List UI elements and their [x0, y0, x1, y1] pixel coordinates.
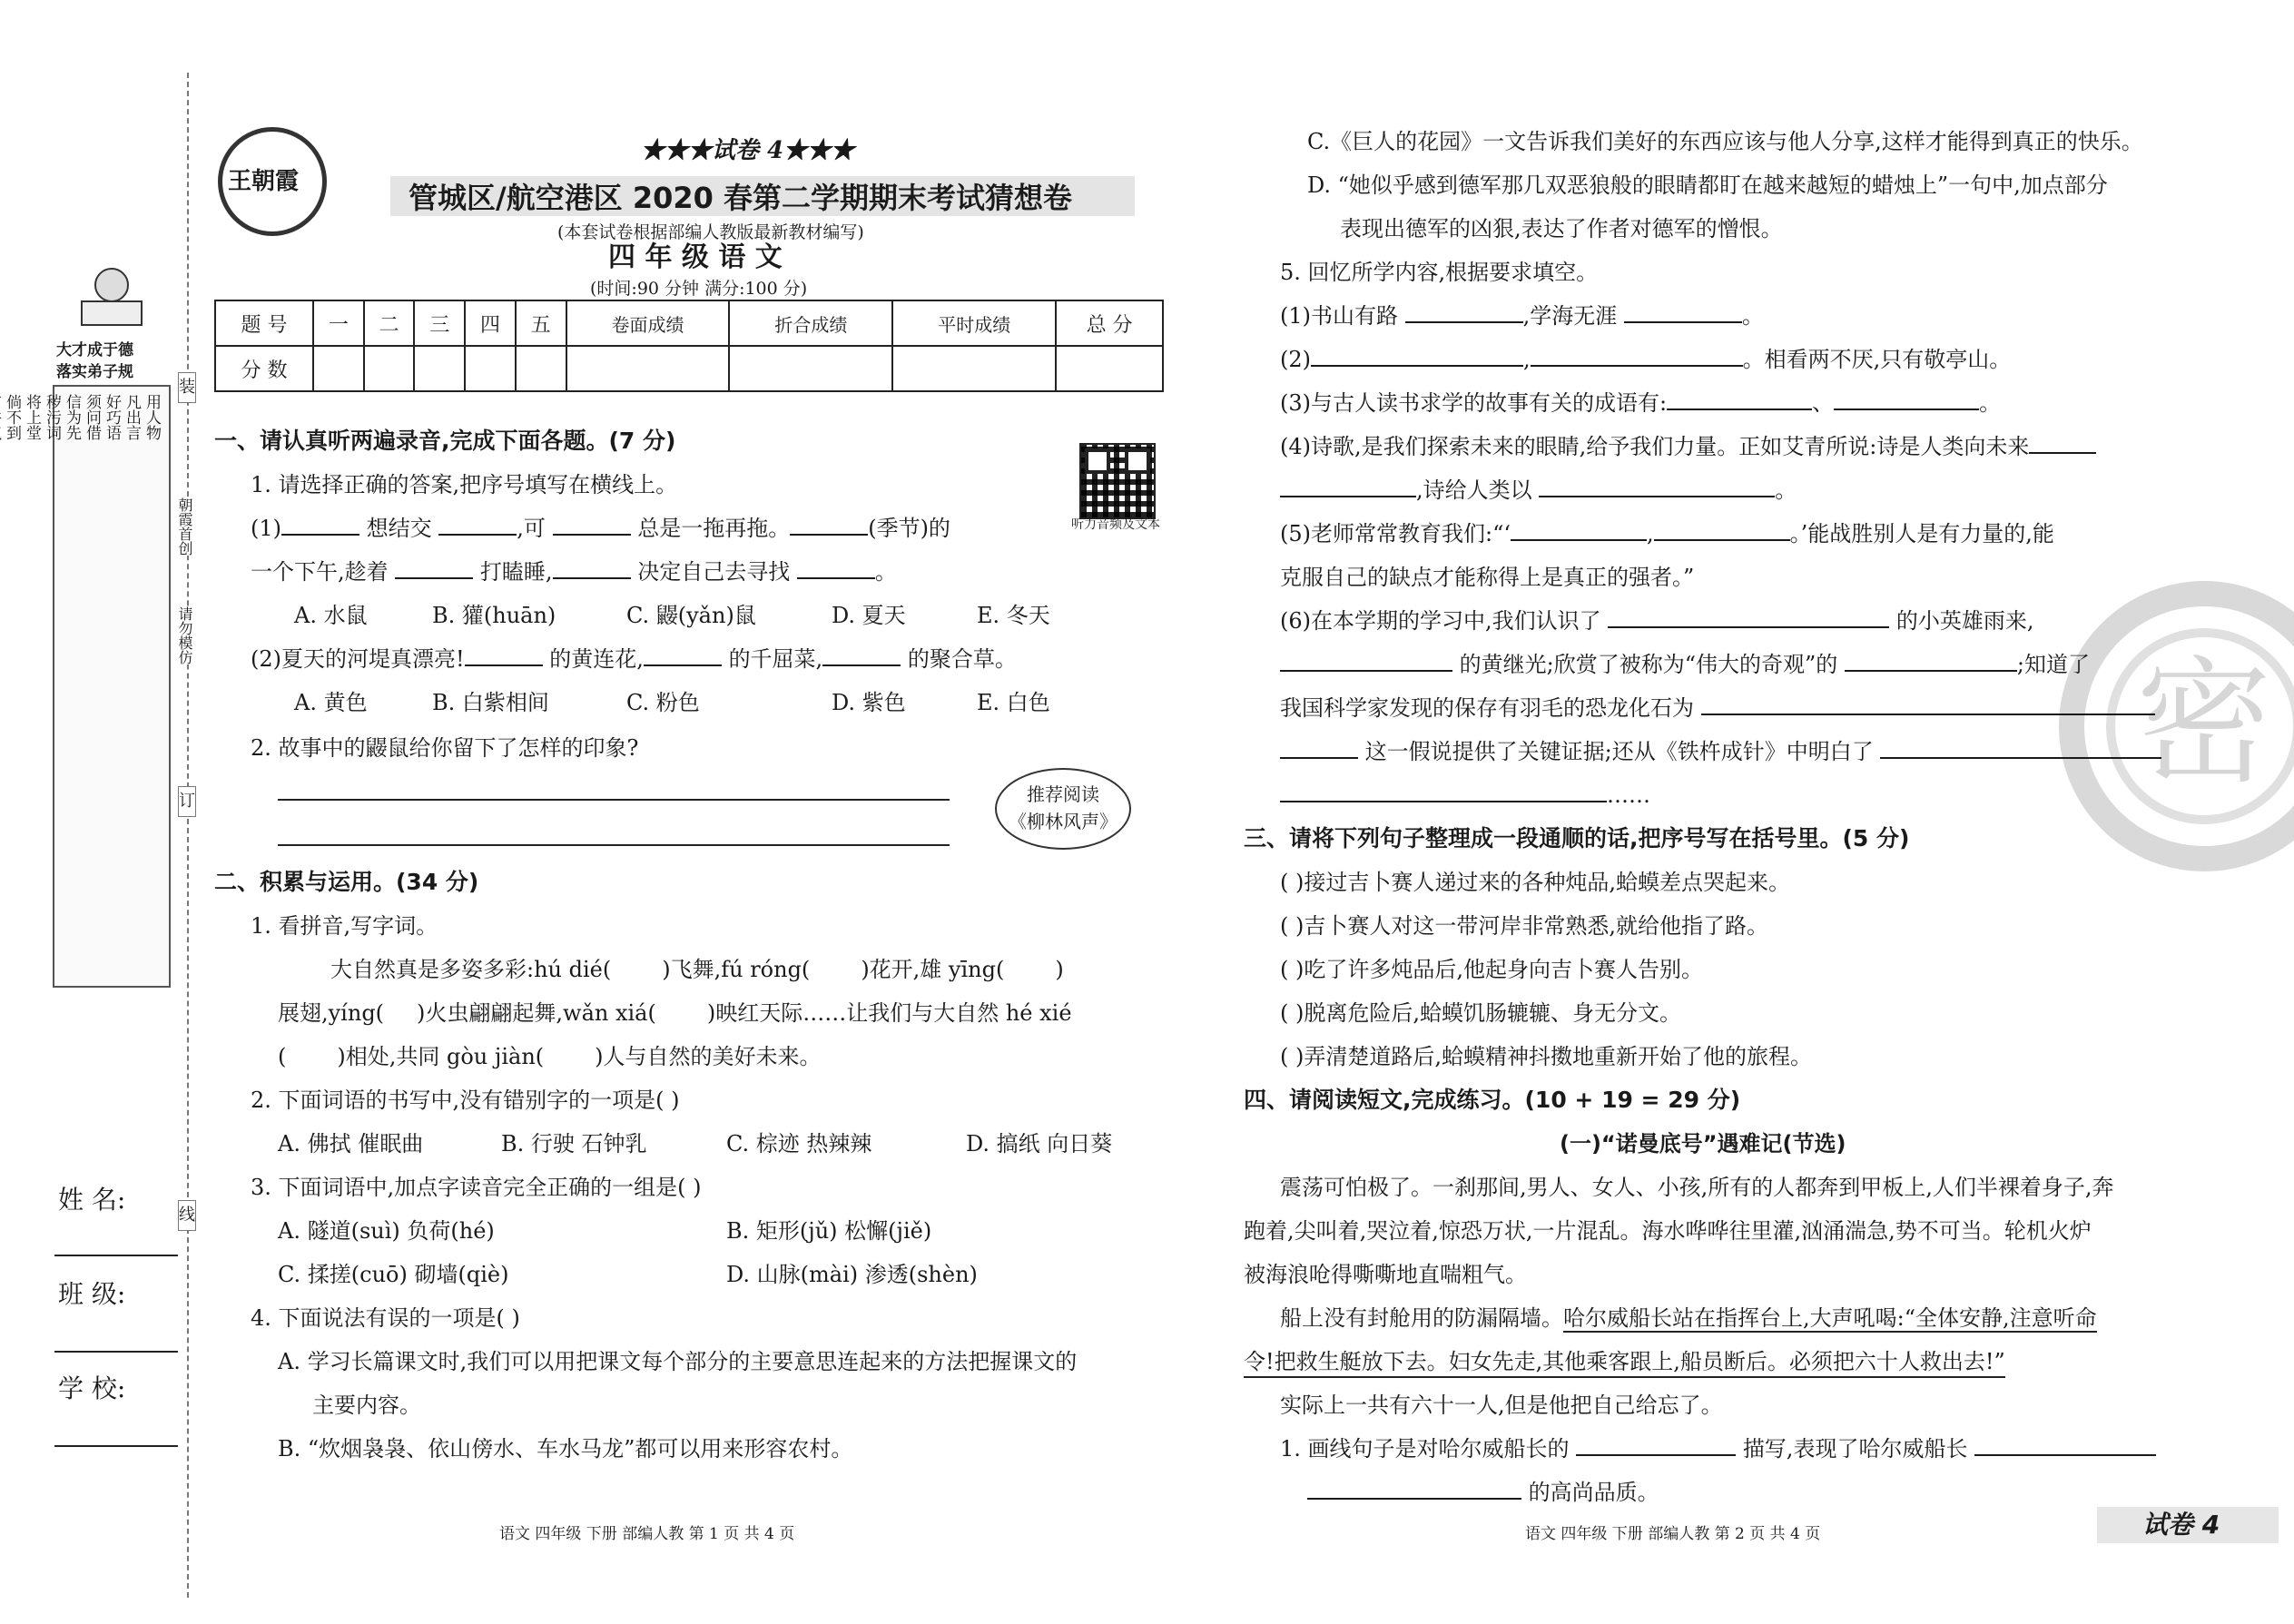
motto-col: 倘不到: [3, 394, 21, 440]
p1-l3-b: )相处,共同 gòu jiàn(: [337, 1044, 545, 1069]
q5-6-line5: [1280, 781, 1650, 810]
q1-option[interactable]: A. 黄色: [294, 690, 368, 715]
p2-option[interactable]: C. 棕迹 热辣辣: [726, 1131, 872, 1156]
mascot-illustration: [64, 263, 160, 329]
page-footer-1: 语文 四年级 下册 部编人教 第 1 页 共 4 页: [499, 1525, 795, 1543]
q5-2: [1280, 345, 2011, 374]
answer-blank[interactable]: [1539, 476, 1775, 497]
score-input-cell[interactable]: [313, 346, 364, 391]
score-table-score-row: [215, 346, 1163, 391]
p4-prompt: 4. 下面说法有误的一项是( ): [251, 1305, 520, 1331]
q1-prompt: 1. 请选择正确的答案,把序号填写在横线上。: [251, 472, 678, 497]
score-cell: 四: [465, 300, 516, 346]
p3-option[interactable]: A. 隧道(suì) 负荷(hé): [278, 1218, 495, 1244]
q5-6-line1: [1280, 606, 2034, 635]
q5-6-line3: [1280, 694, 2155, 723]
answer-line[interactable]: [278, 844, 950, 846]
q1-option[interactable]: E. 白色: [977, 690, 1050, 715]
p1-line3: [278, 1042, 822, 1071]
school-field[interactable]: [54, 1445, 178, 1447]
q1-1-text-g: 打瞌睡,: [479, 559, 553, 585]
q5-4-a: (4)诗歌,是我们探索未来的眼睛,给予我们力量。正如艾青所说:诗是人类向未来: [1280, 434, 2030, 459]
q1-1-text-d: 总是一拖再拖。: [637, 516, 791, 541]
page-footer-2: 语文 四年级 下册 部编人教 第 2 页 共 4 页: [1525, 1525, 1821, 1543]
p3-option[interactable]: D. 山脉(mài) 渗透(shèn): [726, 1262, 978, 1287]
answer-blank[interactable]: [797, 557, 875, 579]
q1-2-text-a: (2)夏天的河堤真漂亮!: [251, 646, 465, 672]
r1-a: 1. 画线句子是对哈尔威船长的: [1280, 1436, 1570, 1462]
motto-col: [0, 394, 1, 440]
q1-1-line2: [251, 557, 897, 586]
score-cell: 平时成绩: [892, 300, 1056, 346]
q1-option[interactable]: D. 紫色: [832, 690, 906, 715]
grade-title: 四 年 级 语 文: [608, 241, 783, 273]
score-cell: 卷面成绩: [566, 300, 730, 346]
r1-c: 的高尚品质。: [1528, 1480, 1659, 1505]
p3-prompt: 3. 下面词语中,加点字读音完全正确的一组是( ): [251, 1175, 702, 1200]
score-input-cell[interactable]: [566, 346, 730, 391]
underlined-sentence: 哈尔威船长站在指挥台上,大声吼喝:“全体安静,注意听命: [1563, 1305, 2097, 1331]
p4-option-c[interactable]: C.《巨人的花园》一文告诉我们美好的东西应该与他人分享,这样才能得到真正的快乐。: [1307, 129, 2143, 154]
answer-blank[interactable]: [1654, 519, 1790, 541]
brand-logo: [218, 127, 327, 236]
name-field[interactable]: [54, 1255, 178, 1256]
side-word-ding: 订: [178, 786, 196, 817]
q5-1-c: 。: [1741, 303, 1764, 329]
motto-col: 将上堂: [23, 394, 41, 440]
score-cell: 一: [313, 300, 364, 346]
score-input-cell[interactable]: [1056, 346, 1163, 391]
q5-1-b: ,学海无涯: [1522, 303, 1618, 329]
score-input-cell[interactable]: [729, 346, 892, 391]
p4-option-b[interactable]: B. “炊烟袅袅、依山傍水、车水马龙”都可以用来形容农村。: [278, 1436, 853, 1462]
answer-blank[interactable]: [1576, 1434, 1736, 1456]
p2-option[interactable]: A. 佛拭 催眠曲: [278, 1131, 424, 1156]
qr-caption: 听力音频及文本: [1071, 517, 1160, 532]
para2-a: 船上没有封舱用的防漏隔墙。: [1280, 1305, 1563, 1331]
motto-col: 凡出言: [123, 394, 141, 440]
motto-col: 用人物: [143, 394, 161, 440]
answer-blank[interactable]: [822, 645, 901, 666]
score-table: [214, 300, 1164, 392]
passage-para1-line2: 跑着,尖叫着,哭泣着,惊恐万状,一片混乱。海水哗哗往里灌,汹涌湍急,势不可当。轮机火炉: [1244, 1218, 2092, 1244]
cloud-line-1: 推荐阅读: [1027, 783, 1099, 805]
q1-1-line1: [251, 514, 950, 543]
answer-blank[interactable]: [1880, 737, 2161, 759]
passage-para1-line1: 震荡可怕极了。一刹那间,男人、女人、小孩,所有的人都奔到甲板上,人们半裸着身子,奔: [1280, 1175, 2114, 1200]
reading-q1-line2: [1307, 1478, 1659, 1507]
answer-blank[interactable]: [465, 645, 543, 666]
paper-tag: ★★★试卷 4★★★: [641, 137, 855, 164]
q1-1-text-i: 。: [874, 559, 897, 585]
section-3-title: 三、请将下列句子整理成一段通顺的话,把序号写在括号里。(5 分): [1244, 825, 1910, 851]
q5-1: [1280, 301, 1764, 330]
q5-4-line2: [1280, 476, 1797, 505]
q5-6-a: (6)在本学期的学习中,我们认识了: [1280, 608, 1601, 634]
q5-3-a: (3)与古人读书求学的故事有关的成语有:: [1280, 390, 1668, 416]
score-cell: 折合成绩: [729, 300, 892, 346]
side-word-zhuang: 装: [178, 372, 196, 403]
q5-5-b: ,: [1646, 521, 1654, 546]
passage-para2-line2: 令!把救生艇放下去。妇女先走,其他乘客跟上,船员断后。必须把六十人救出去!”: [1244, 1347, 2005, 1378]
motto-col: 须问借: [83, 394, 101, 440]
q1-2-text-d: 的聚合草。: [907, 646, 1017, 672]
time-info: (时间:90 分钟 满分:100 分): [590, 279, 808, 299]
q1-2-text-c: 的千屈菜,: [728, 646, 823, 672]
q5-4-c: 。: [1775, 477, 1797, 503]
answer-blank[interactable]: [553, 514, 631, 536]
answer-blank[interactable]: [1405, 301, 1523, 323]
school-label: 学 校:: [58, 1373, 126, 1403]
q5-prompt: 5. 回忆所学内容,根据要求填空。: [1280, 260, 1599, 285]
answer-blank[interactable]: [1280, 476, 1416, 497]
q5-3: [1280, 389, 2001, 418]
passage-title: (一)“诺曼底号”遇难记(节选): [1560, 1131, 1846, 1156]
q5-2-c: 。相看两不厌,只有敬亭山。: [1742, 347, 2012, 372]
motto-col: 信为先: [63, 394, 81, 440]
ordering-item[interactable]: ( )接过吉卜赛人递过来的各种炖品,蛤蟆差点哭起来。: [1280, 870, 1790, 895]
q5-3-c: 。: [1979, 390, 2002, 416]
answer-blank[interactable]: [1280, 650, 1452, 672]
main-title: 管城区/航空港区 2020 春第二学期期末考试猜想卷: [409, 181, 1073, 215]
p1-l3-a: (: [278, 1044, 287, 1069]
p4-option-d-cont: 表现出德军的凶狠,表达了作者对德军的憎恨。: [1340, 216, 1783, 241]
answer-blank[interactable]: [1701, 694, 2155, 715]
cloud-line-2: 《柳林风声》: [1009, 811, 1117, 832]
q5-5-line1: [1280, 519, 2054, 548]
answer-blank[interactable]: [644, 645, 722, 666]
vertical-tip-2: 请勿模仿: [176, 606, 193, 664]
q5-6-b: 的小英雄雨来,: [1895, 608, 2034, 634]
q1-option[interactable]: C. 粉色: [626, 690, 700, 715]
passage-para2-line1: [1280, 1304, 2097, 1333]
score-cell: 二: [364, 300, 415, 346]
q1-1-text-a: (1): [251, 516, 281, 541]
p2-option[interactable]: D. 搞纸 向日葵: [966, 1131, 1113, 1156]
answer-blank[interactable]: [1511, 519, 1647, 541]
score-cell: 三: [414, 300, 465, 346]
binding-line: [187, 73, 189, 1598]
motto-1: 大才成于德: [56, 341, 133, 359]
ordering-item[interactable]: ( )弄清楚道路后,蛤蟆精神抖擞地重新开始了他的旅程。: [1280, 1044, 1812, 1069]
motto-col: 秽污词: [43, 394, 61, 440]
q5-5-a: (5)老师常常教育我们:“‘: [1280, 521, 1511, 546]
answer-blank[interactable]: [1624, 301, 1742, 323]
q1-1-text-b: 想结交: [366, 516, 432, 541]
p4-option-d[interactable]: D. “她似乎感到德军那几双恶狼般的眼睛都盯在越来越短的蜡烛上”一句中,加点部分: [1307, 172, 2108, 198]
answer-blank[interactable]: [553, 557, 631, 579]
class-field[interactable]: [54, 1351, 178, 1353]
q1-option[interactable]: D. 夏天: [832, 603, 906, 628]
name-label: 姓 名:: [58, 1185, 126, 1215]
ordering-item[interactable]: ( )脱离危险后,蛤蟆饥肠辘辘、身无分文。: [1280, 1000, 1681, 1026]
section-1-title: 一、请认真听两遍录音,完成下面各题。(7 分): [214, 428, 676, 454]
motto-grid: [3, 394, 162, 456]
answer-blank[interactable]: [790, 514, 868, 536]
r1-b: 描写,表现了哈尔威船长: [1742, 1436, 1968, 1462]
brand-logo-text: 王朝霞: [228, 168, 300, 195]
answer-blank[interactable]: [1974, 1434, 2156, 1456]
answer-blank[interactable]: [1531, 345, 1743, 367]
p1-l1-d: ): [1055, 957, 1064, 982]
score-input-cell[interactable]: [465, 346, 516, 391]
answer-blank[interactable]: [1845, 650, 2017, 672]
q5-6-e: 我国科学家发现的保存有羽毛的恐龙化石为: [1280, 695, 1694, 721]
p1-l1-a: 大自然真是多姿多彩:hú dié(: [330, 957, 612, 982]
q5-6-f: 这一假说提供了关键证据;还从《铁杵成针》中明白了: [1364, 739, 1874, 764]
answer-blank[interactable]: [438, 514, 517, 536]
score-input-cell[interactable]: [892, 346, 1056, 391]
subtitle: (本套试卷根据部编人教版最新教材编写): [557, 222, 864, 242]
q5-4-b: ,诗给人类以: [1416, 477, 1532, 503]
q5-5-line2: 克服自己的缺点才能称得上是真正的强者。”: [1280, 565, 1695, 590]
side-word-xian: 线: [178, 1200, 196, 1231]
answer-blank[interactable]: [281, 514, 359, 536]
reading-recommendation: [995, 768, 1131, 850]
score-cell: 五: [516, 300, 566, 346]
score-row-label: 分 数: [215, 346, 313, 391]
q1-option[interactable]: E. 冬天: [977, 603, 1050, 628]
p1-line2: [278, 999, 1072, 1028]
p1-l2-b: )火虫翩翩起舞,wǎn xiá(: [417, 1000, 656, 1026]
q5-6-line4: [1280, 737, 2161, 766]
score-input-cell[interactable]: [364, 346, 415, 391]
answer-blank[interactable]: [1307, 1478, 1521, 1500]
passage-para1-line3: 被海浪呛得嘶嘶地直喘粗气。: [1244, 1262, 1527, 1287]
p1-prompt: 1. 看拼音,写字词。: [251, 913, 438, 939]
q5-6-line2: [1280, 650, 2090, 679]
score-input-cell[interactable]: [414, 346, 465, 391]
q1-option[interactable]: C. 鼹(yǎn)鼠: [626, 603, 756, 628]
section-2-title: 二、积累与运用。(34 分): [214, 869, 479, 895]
answer-blank[interactable]: [2029, 432, 2096, 454]
answer-blank[interactable]: [1280, 781, 1607, 802]
answer-blank[interactable]: [395, 557, 473, 579]
passage-para3: 实际上一共有六十一人,但是他把自己给忘了。: [1280, 1393, 1723, 1418]
answer-line[interactable]: [278, 799, 950, 801]
score-cell: 题 号: [215, 300, 313, 346]
p1-l2-c: )映红天际……让我们与大自然 hé xié: [706, 1000, 1072, 1026]
ordering-item[interactable]: ( )吃了许多炖品后,他起身向吉卜赛人告别。: [1280, 957, 1703, 982]
q1-option[interactable]: B. 獾(huān): [432, 603, 556, 628]
q5-6-d: ;知道了: [2016, 652, 2090, 677]
p1-l3-c: )人与自然的美好未来。: [595, 1044, 822, 1069]
answer-blank[interactable]: [1608, 606, 1889, 628]
answer-blank[interactable]: [1667, 389, 1812, 410]
q5-1-a: (1)书山有路: [1280, 303, 1398, 329]
q5-3-b: 、: [1812, 390, 1835, 416]
p1-line1: [330, 955, 1064, 984]
qr-code[interactable]: [1079, 443, 1156, 519]
p3-option[interactable]: C. 揉搓(cuō) 砌墙(qiè): [278, 1262, 509, 1287]
q2-prompt: 2. 故事中的鼹鼠给你留下了怎样的印象?: [251, 735, 639, 761]
p4-option-a-cont: 主要内容。: [312, 1393, 421, 1418]
q5-4-line1: [1280, 432, 2096, 461]
motto-2: 落实弟子规: [56, 363, 133, 381]
p3-option[interactable]: B. 矩形(jǔ) 松懈(jiě): [726, 1218, 932, 1244]
q1-option[interactable]: B. 白紫相间: [432, 690, 549, 715]
p4-option-a[interactable]: A. 学习长篇课文时,我们可以用把课文每个部分的主要意思连起来的方法把握课文的: [278, 1349, 1078, 1374]
answer-blank[interactable]: [1280, 737, 1358, 759]
q1-1-text-h: 决定自己去寻找: [637, 559, 791, 585]
vertical-tip-1: 朝霞首创: [176, 497, 193, 556]
q1-option[interactable]: A. 水鼠: [294, 603, 368, 628]
answer-blank[interactable]: [1311, 345, 1523, 367]
q1-1-text-c: ,可: [517, 516, 546, 541]
score-input-cell[interactable]: [516, 346, 566, 391]
class-label: 班 级:: [58, 1279, 126, 1309]
q5-6-c: 的黄继光;欣赏了被称为“伟大的奇观”的: [1459, 652, 1838, 677]
score-table-header-row: [215, 300, 1163, 346]
motto-box: [3, 385, 171, 988]
ordering-item[interactable]: ( )吉卜赛人对这一带河岸非常熟悉,就给他指了路。: [1280, 913, 1768, 939]
p1-l1-c: )花开,雄 yīng(: [861, 957, 1005, 982]
p2-option[interactable]: B. 行驶 石钟乳: [501, 1131, 647, 1156]
q1-1-text-f: 一个下午,趁着: [251, 559, 389, 585]
reading-q1-line1: [1280, 1434, 2156, 1463]
q1-2-text-b: 的黄连花,: [549, 646, 644, 672]
q5-2-a: (2): [1280, 347, 1311, 372]
corner-tag: 试卷 4: [2142, 1510, 2220, 1540]
score-cell: 总 分: [1056, 300, 1163, 346]
q5-6-g: ……: [1607, 782, 1650, 808]
motto-col: 好巧语: [103, 394, 121, 440]
confidential-stamp-char: 密: [2106, 628, 2294, 824]
p1-l2-a: 展翅,yíng(: [278, 1000, 385, 1026]
q1-1-text-e: (季节)的: [868, 516, 950, 541]
q1-2-line: [251, 645, 1017, 674]
q5-2-b: ,: [1523, 347, 1531, 372]
q5-5-c: 。’能战胜别人是有力量的,能: [1789, 521, 2054, 546]
answer-blank[interactable]: [1834, 389, 1979, 410]
p2-prompt: 2. 下面词语的书写中,没有错别字的一项是( ): [251, 1088, 680, 1113]
section-4-title: 四、请阅读短文,完成练习。(10 + 19 = 29 分): [1244, 1087, 1741, 1113]
p1-l1-b: )飞舞,fú róng(: [662, 957, 811, 982]
